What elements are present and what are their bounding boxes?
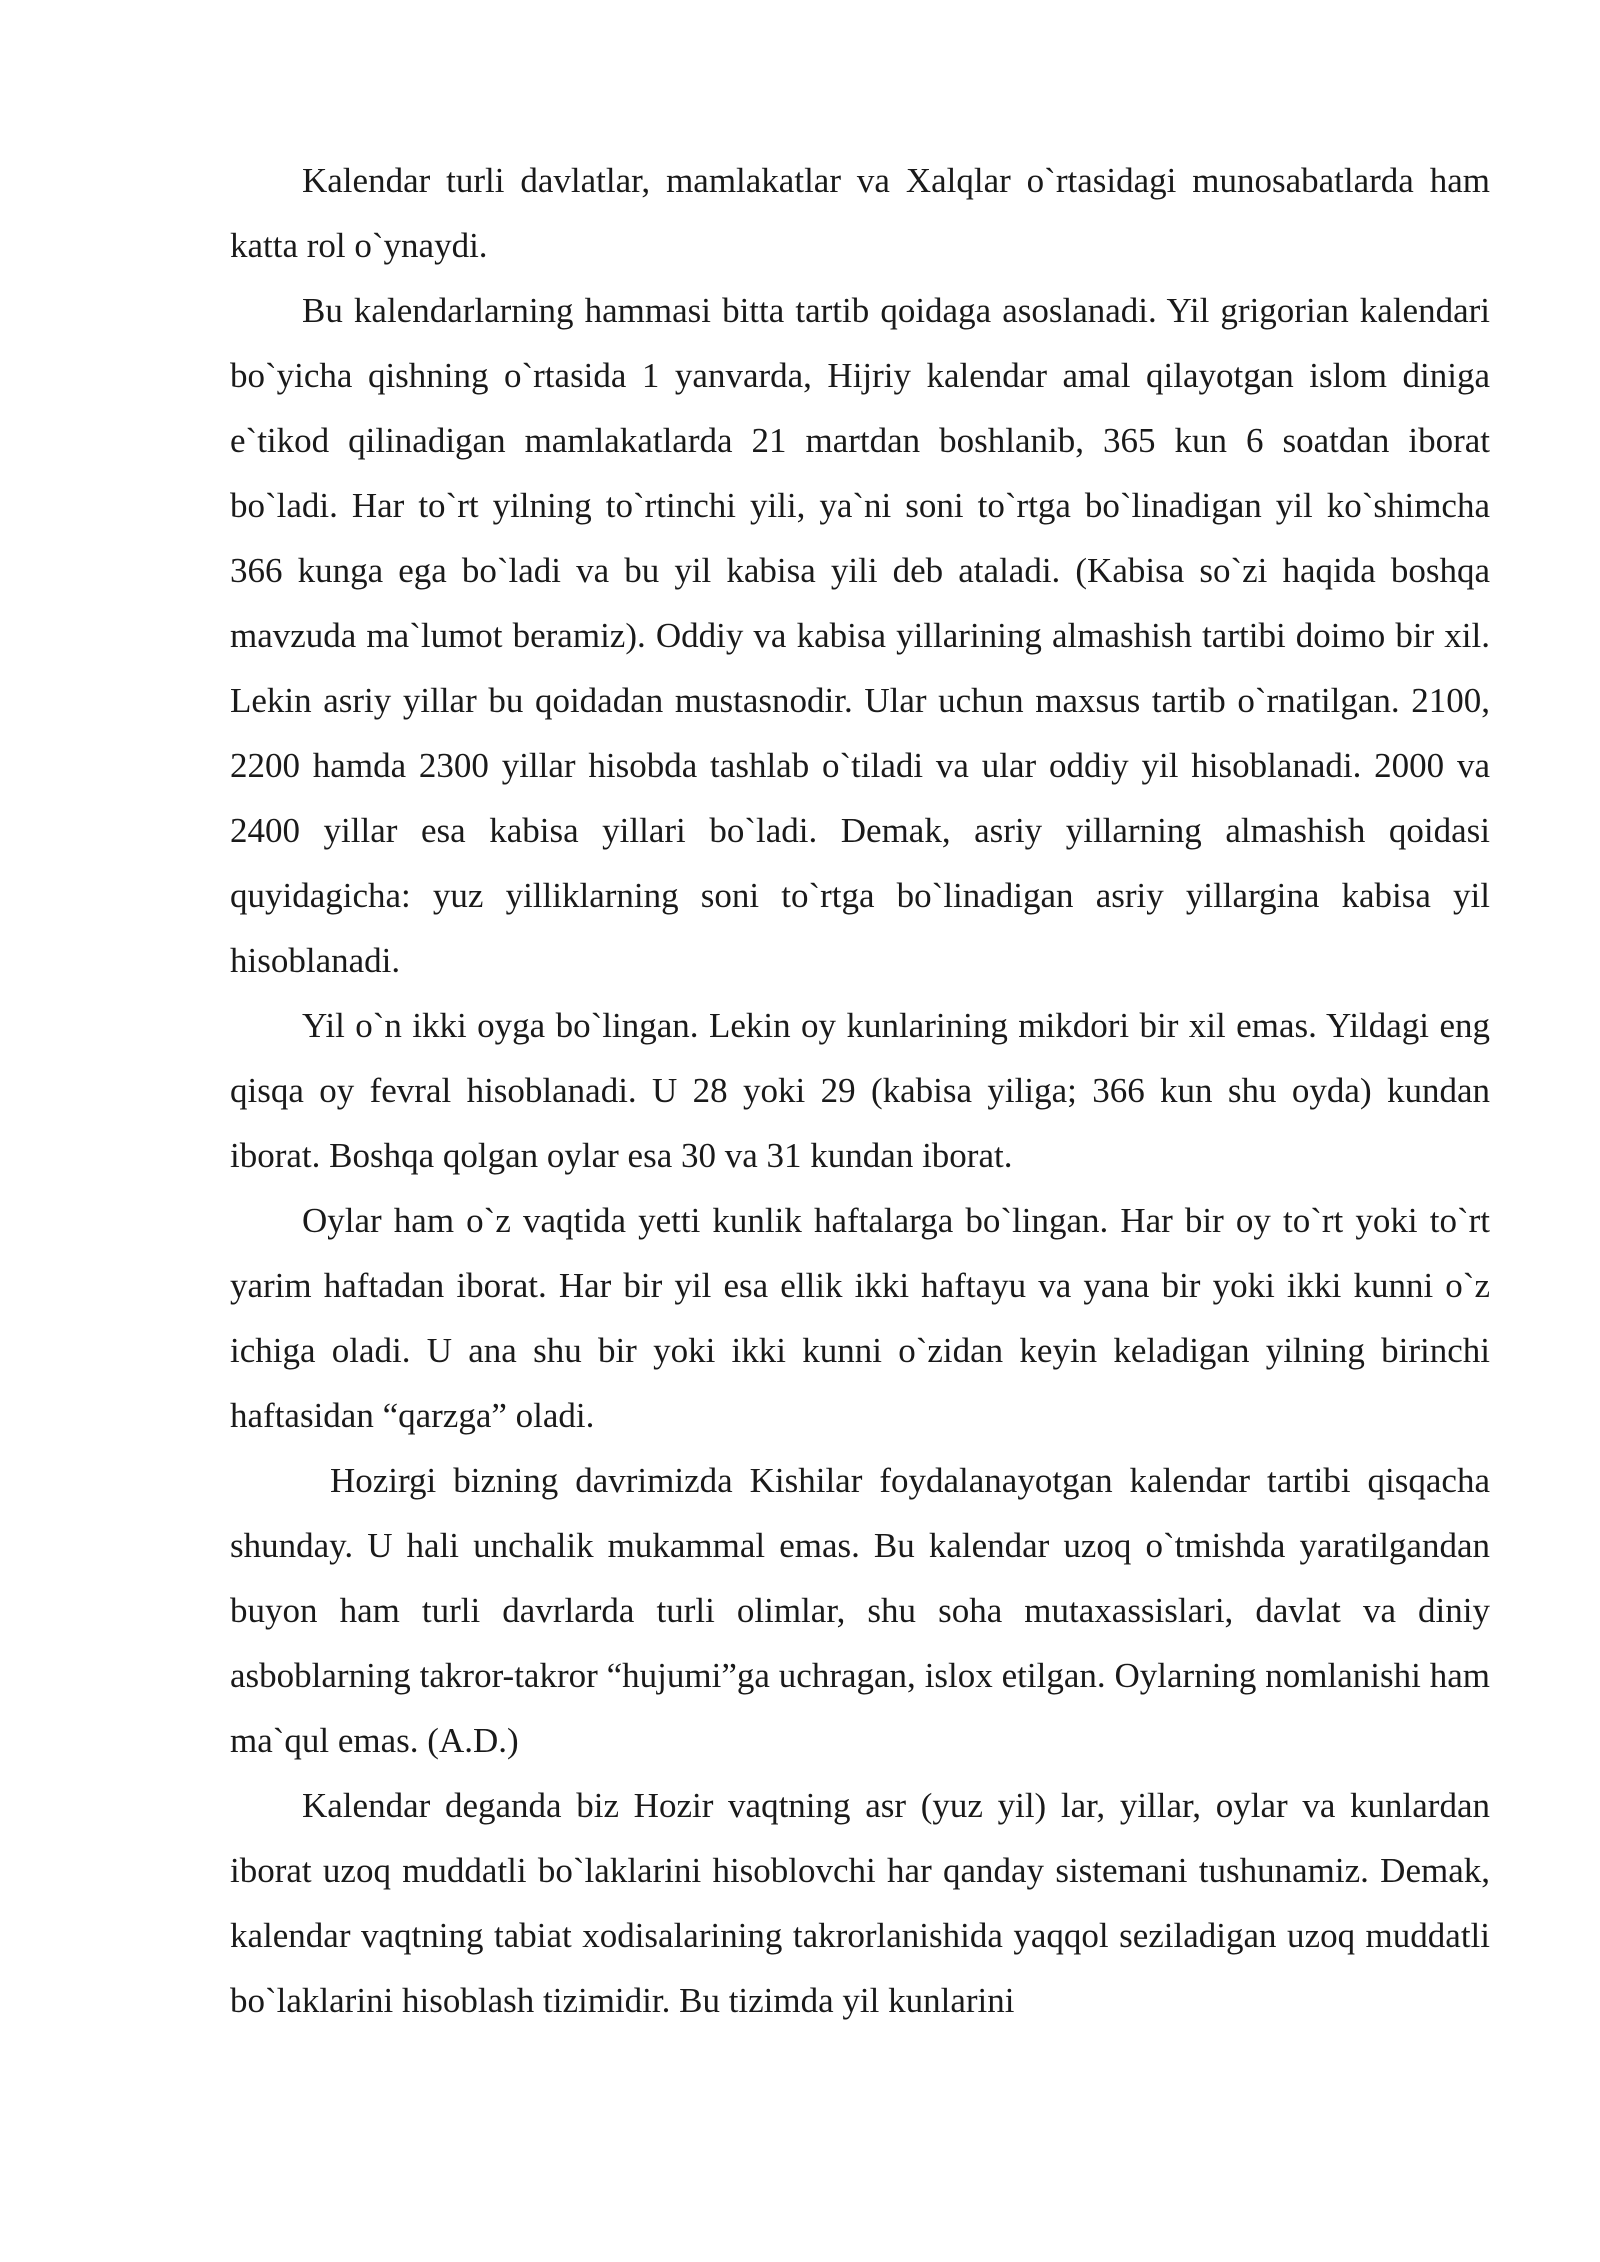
- paragraph-3: Yil o`n ikki oyga bo`lingan. Lekin oy kunlarining mikdori bir xil emas. Yildagi eng qisqa oy fevral hisoblanadi. U 28 yoki 29 (kabisa yiliga; 366 kun shu oyda) kundan iborat. Boshqa qolgan oylar esa 30 va 31 kundan iborat.: [230, 1006, 1490, 1175]
- paragraph-6: Kalendar deganda biz Hozir vaqtning asr (yuz yil) lar, yillar, oylar va kunlardan iborat uzoq muddatli bo`laklarini hisoblovchi har qanday sistemani tushunamiz. Demak, kalendar vaqtning tabiat xodisalarining takrorlanishida yaqqol seziladigan uzoq muddatli bo`laklarini hisoblash tizimidir. Bu tizimda yil kunlarini: [230, 1786, 1490, 2020]
- paragraph-5: Hozirgi bizning davrimizda Kishilar foydalanayotgan kalendar tartibi qisqacha shunday. U hali unchalik mukammal emas. Bu kalendar uzoq o`tmishda yaratilgandan buyon ham turli davrlarda turli olimlar, shu soha mutaxassislari, davlat va diniy asboblarning takror-takror “hujumi”ga uchragan, islox etilgan. Oylarning nomlanishi ham ma`qul emas. (A.D.): [230, 1461, 1490, 1760]
- paragraph-4: Oylar ham o`z vaqtida yetti kunlik haftalarga bo`lingan. Har bir oy to`rt yoki to`rt yarim haftadan iborat. Har bir yil esa ellik ikki haftayu va yana bir yoki ikki kunni o`z ichiga oladi. U ana shu bir yoki ikki kunni o`zidan keyin keladigan yilning birinchi haftasidan “qarzga” oladi.: [230, 1201, 1490, 1435]
- paragraph-1: Kalendar turli davlatlar, mamlakatlar va Xalqlar o`rtasidagi munosabatlarda ham katta rol o`ynaydi.: [230, 161, 1490, 265]
- document-body: [230, 148, 1490, 2033]
- paragraph-2: Bu kalendarlarning hammasi bitta tartib qoidaga asoslanadi. Yil grigorian kalendari bo`yicha qishning o`rtasida 1 yanvarda, Hijriy kalendar amal qilayotgan islom diniga e`tikod qilinadigan mamlakatlarda 21 martdan boshlanib, 365 kun 6 soatdan iborat bo`ladi. Har to`rt yilning to`rtinchi yili, ya`ni soni to`rtga bo`linadigan yil ko`shimcha 366 kunga ega bo`ladi va bu yil kabisa yili deb ataladi. (Kabisa so`zi haqida boshqa mavzuda ma`lumot beramiz). Oddiy va kabisa yillarining almashish tartibi doimo bir xil. Lekin asriy yillar bu qoidadan mustasnodir. Ular uchun maxsus tartib o`rnatilgan. 2100, 2200 hamda 2300 yillar hisobda tashlab o`tiladi va ular oddiy yil hisoblanadi. 2000 va 2400 yillar esa kabisa yillari bo`ladi. Demak, asriy yillarning almashish qoidasi quyidagicha: yuz yilliklarning soni to`rtga bo`linadigan asriy yillargina kabisa yil hisoblanadi.: [230, 291, 1490, 980]
